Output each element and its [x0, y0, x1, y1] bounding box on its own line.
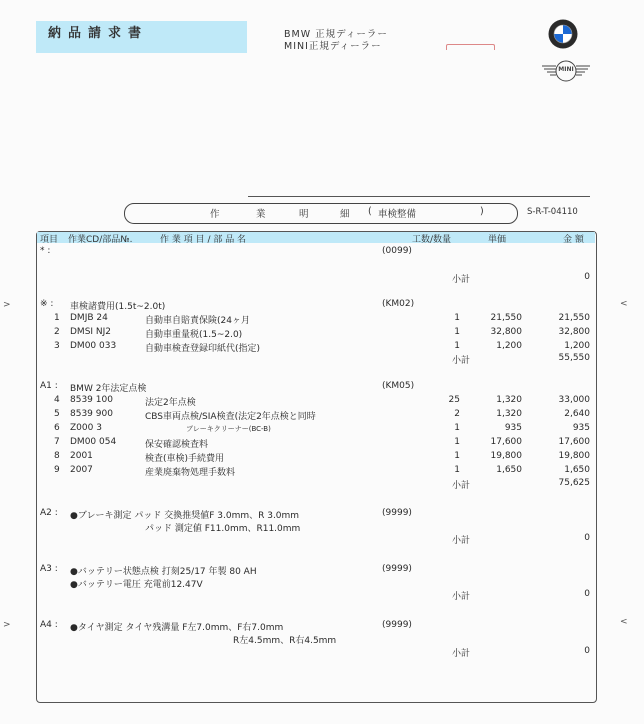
section-code: (9999): [382, 620, 412, 630]
row-no: 5: [54, 409, 60, 419]
bmw-logo-icon: [548, 19, 578, 49]
section-desc: ●ブレーキ測定 パッド 交換推奨値F 3.0mm、R 3.0mm: [70, 511, 300, 521]
margin-mark-left: >: [3, 300, 11, 310]
summary-close-paren: ): [480, 206, 484, 217]
section-code: (9999): [382, 564, 412, 574]
row-price: 1,200: [496, 341, 522, 351]
row-qty: 1: [454, 451, 460, 461]
row-no: 4: [54, 395, 60, 405]
summary-band: [124, 203, 518, 224]
row-amount: 19,800: [558, 451, 590, 461]
row-name: 自動車自賠責保険(24ヶ月: [145, 316, 250, 326]
summary-type: 車検整備: [378, 209, 417, 220]
row-price: 1,320: [496, 409, 522, 419]
row-name: 法定2年点検: [145, 398, 196, 408]
row-amount: 2,640: [564, 409, 590, 419]
row-no: 6: [54, 423, 60, 433]
row-no: 1: [54, 313, 60, 323]
section-head: A1 :: [40, 381, 58, 391]
row-amount: 21,550: [558, 313, 590, 323]
section-desc: 車検諸費用(1.5t~2.0t): [70, 302, 166, 312]
section-head: A2 :: [40, 508, 58, 518]
row-name: 産業廃棄物処理手数料: [145, 468, 236, 478]
row-amount: 1,200: [564, 341, 590, 351]
dealer-line-mini: MINI正規ディーラー: [284, 41, 382, 52]
col-qty: 工数/数量: [412, 235, 452, 245]
section-desc-2: パッド 測定値 F11.0mm、R11.0mm: [145, 524, 301, 534]
row-name: 自動車検査登録印紙代(指定): [145, 344, 261, 354]
subtotal-value: 55,550: [558, 353, 590, 363]
section-code: (KM02): [382, 299, 415, 309]
subtotal-value: 75,625: [558, 478, 590, 488]
subtotal-label: 小計: [452, 536, 471, 546]
row-no: 7: [54, 437, 60, 447]
row-cd: Z000 3: [70, 423, 102, 433]
col-amount: 金 額: [563, 235, 584, 245]
section-head: ※ :: [40, 299, 54, 309]
row-qty: 1: [454, 313, 460, 323]
row-name: 検査(車検)手続費用: [145, 454, 225, 464]
subtotal-label: 小計: [452, 356, 471, 366]
row-amount: 1,650: [564, 465, 590, 475]
summary-label-2: 業: [256, 209, 266, 220]
row-price: 935: [504, 423, 522, 433]
row-no: 2: [54, 327, 60, 337]
row-qty: 2: [454, 409, 460, 419]
subtotal-label: 小計: [452, 481, 471, 491]
summary-label-1: 作: [210, 209, 220, 220]
col-desc: 作 業 項 目 / 部 品 名: [160, 235, 247, 245]
row-cd: 8539 900: [70, 409, 113, 419]
section-head: A4 :: [40, 620, 58, 630]
row-cd: 8539 100: [70, 395, 113, 405]
row-amount: 935: [572, 423, 590, 433]
dealer-line-bmw: BMW 正規ディーラー: [284, 29, 388, 40]
section-code: (9999): [382, 508, 412, 518]
subtotal-value: 0: [584, 589, 590, 599]
row-price: 21,550: [490, 313, 522, 323]
stamp-mark: [446, 44, 495, 50]
subtotal-label: 小計: [452, 275, 471, 285]
row-no: 8: [54, 451, 60, 461]
col-work-part: 作業CD/部品№.: [68, 235, 133, 245]
row-price: 17,600: [490, 437, 522, 447]
row-amount: 32,800: [558, 327, 590, 337]
row-name: ブレーキクリーナー(BC-B): [186, 425, 271, 433]
col-price: 単価: [488, 235, 507, 245]
row-price: 1,320: [496, 395, 522, 405]
subtotal-value: 0: [584, 646, 590, 656]
col-item: 項目: [40, 235, 59, 245]
row-no: 9: [54, 465, 60, 475]
section-desc-2: R左4.5mm、R右4.5mm: [233, 636, 337, 646]
row-qty: 1: [454, 423, 460, 433]
document-title: 納品請求書: [48, 26, 149, 41]
row-price: 1,650: [496, 465, 522, 475]
section-desc: ●バッテリー状態点検 打刻25/17 年製 80 AH: [70, 567, 257, 577]
section-desc: ●タイヤ測定 タイヤ残溝量 F左7.0mm、F右7.0mm: [70, 623, 284, 633]
row-cd: 2001: [70, 451, 93, 461]
section-desc-2: ●バッテリー電圧 充電前12.47V: [70, 580, 203, 590]
margin-mark-left: >: [3, 620, 11, 630]
margin-mark-right: <: [620, 617, 628, 627]
section-code: (0099): [382, 246, 412, 256]
row-qty: 25: [448, 395, 460, 405]
row-name: 保安確認検査料: [145, 440, 209, 450]
row-no: 3: [54, 341, 60, 351]
row-name: 自動車重量税(1.5~2.0): [145, 330, 243, 340]
row-qty: 1: [454, 465, 460, 475]
margin-mark-right: <: [620, 299, 628, 309]
subtotal-label: 小計: [452, 649, 471, 659]
row-price: 32,800: [490, 327, 522, 337]
row-cd: DMJB 24: [70, 313, 108, 323]
summary-label-3: 明: [299, 209, 309, 220]
subtotal-value: 0: [584, 533, 590, 543]
section-desc: BMW 2年法定点検: [70, 384, 147, 394]
section-head: * :: [40, 246, 51, 256]
row-cd: 2007: [70, 465, 93, 475]
document-code: S-R-T-04110: [527, 207, 578, 217]
row-name: CBS車両点検/SIA検査(法定2年点検と同時: [145, 412, 316, 422]
row-qty: 1: [454, 437, 460, 447]
row-qty: 1: [454, 341, 460, 351]
subtotal-label: 小計: [452, 592, 471, 602]
mini-logo-label: MINI: [558, 66, 574, 73]
summary-open-paren: (: [368, 206, 372, 217]
header-rule: [248, 196, 590, 197]
row-cd: DMSI NJ2: [70, 327, 112, 337]
row-amount: 17,600: [558, 437, 590, 447]
row-qty: 1: [454, 327, 460, 337]
row-cd: DM00 054: [70, 437, 117, 447]
summary-label-4: 細: [340, 209, 350, 220]
row-cd: DM00 033: [70, 341, 117, 351]
section-head: A3 :: [40, 564, 58, 574]
subtotal-value: 0: [584, 272, 590, 282]
row-price: 19,800: [490, 451, 522, 461]
section-code: (KM05): [382, 381, 415, 391]
row-amount: 33,000: [558, 395, 590, 405]
